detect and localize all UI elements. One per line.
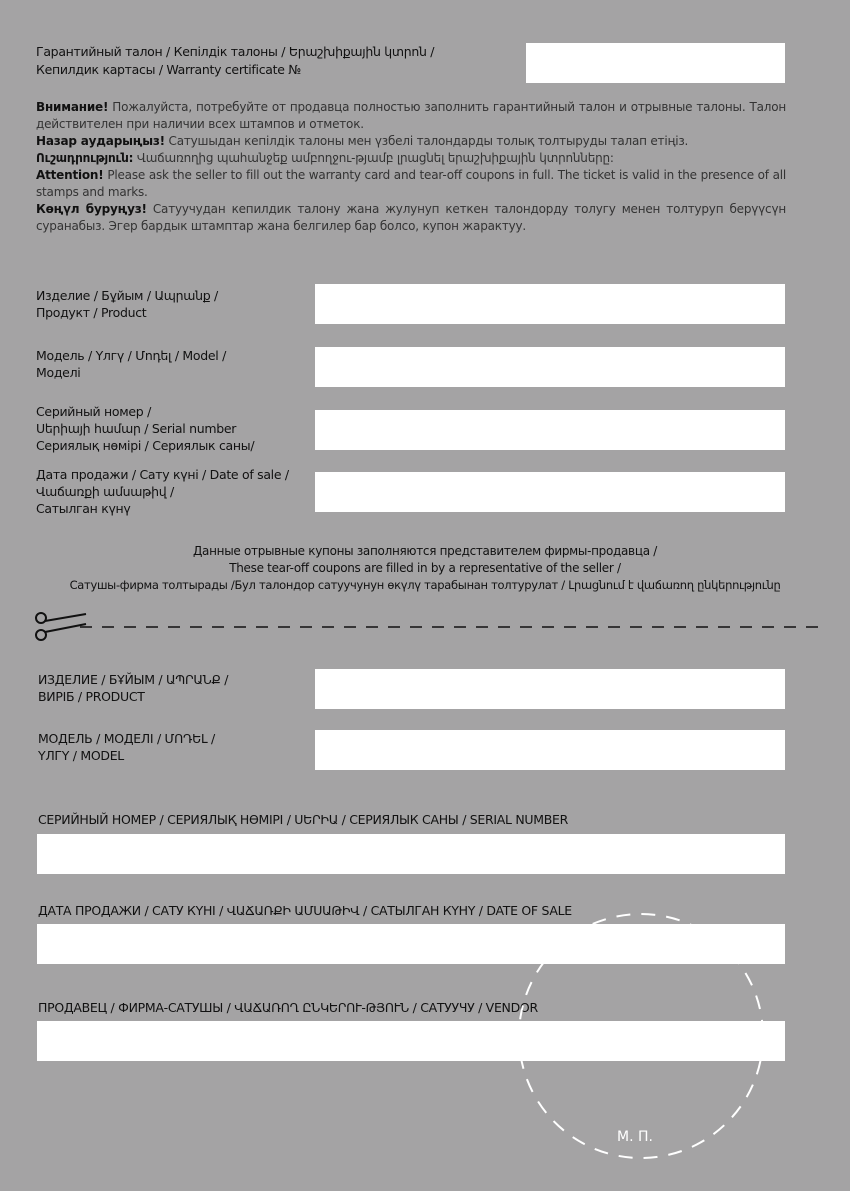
certificate-number-field[interactable]: [526, 43, 785, 83]
scissors-icon: [36, 613, 86, 640]
certificate-title-line2: Кепилдик картасы / Warranty certificate №: [36, 62, 302, 77]
sale-date-field[interactable]: [315, 472, 785, 512]
stamp-circle: [513, 908, 769, 1164]
product-field[interactable]: [315, 284, 785, 324]
certificate-title-line1: Гарантийный талон / Кепілдік талоны / Երաշխիքային կտրոն /: [36, 44, 435, 59]
note-hy: Ուշադրություն: Վաճառողից պահանջեք ամբողջու-թյամբ լրացնել երաշխիքային կտրոնները:: [36, 151, 614, 165]
coupon-serial-field[interactable]: [37, 834, 785, 874]
coupon-model-field[interactable]: [315, 730, 785, 770]
coupon-product-field[interactable]: [315, 669, 785, 709]
coupon-vendor-label: ПРОДАВЕЦ / ФИРМА-САТУШЫ / ՎԱՃԱՌՈՂ ԸՆԿԵՐՈՒ-ԹՅՈՒՆ / САТУУЧУ / VENDOR: [38, 1000, 538, 1015]
coupon-sale-date-label: ДАТА ПРОДАЖИ / САТУ КҮНІ / ՎԱՃԱՌՔԻ ԱՄՍԱԹԻՎ / САТЫЛГАН КҮНҮ / DATE OF SALE: [38, 903, 572, 918]
cut-line: [30, 610, 830, 644]
coupon-serial-label: СЕРИЙНЫЙ НОМЕР / СЕРИЯЛЫҚ НӨМІРІ / ՍԵՐԻԱ / СЕРИЯЛЫК САНЫ / SERIAL NUMBER: [38, 812, 569, 827]
note-ru: Внимание! Пожалуйста, потребуйте от продавца полностью заполнить гарантийный талон и отрывные талоны. Талон действителен при наличии всех штампов и отметок.: [36, 100, 786, 131]
stamp-label: М. П.: [617, 1129, 653, 1145]
serial-label: Серийный номер / Սերիայի համար / Serial number Сериялық нөмірі / Сериялык саны/: [36, 404, 255, 453]
model-label: Модель / Үлгү / Մոդել / Model / Моделі: [36, 348, 227, 380]
product-label: Изделие / Бұйым / Ապրանք / Продукт / Product: [36, 288, 218, 320]
certificate-title: [36, 43, 506, 79]
coupon-note: Данные отрывные купоны заполняются представителем фирмы-продавца / These tear-off coupons are filled in by a representative of the seller / Сатушы-фирма толтырады /Бул талондор сатуучунун өкүлү тарабынан толтурулат / Լրացնում է վաճառող ընկերությունը: [69, 544, 781, 592]
serial-field[interactable]: [315, 410, 785, 450]
model-field[interactable]: [315, 347, 785, 387]
instructions-block: [36, 99, 786, 235]
coupon-product-label: ИЗДЕЛИЕ / БҰЙЫМ / ԱՊՐԱՆՔ / ВИРІБ / PRODUCT: [38, 672, 229, 704]
coupon-model-label: МОДЕЛЬ / МОДЕЛІ / ՄՈԴԵԼ / ҮЛГҮ / MODEL: [38, 731, 215, 763]
note-ky: Көңүл буруңуз! Сатуучудан кепилдик талону жана жулунуп кеткен талондорду толугу менен толтуруп берүүсүн суранабыз. Эгер бардык штамптар жана белгилер бар болсо, купон жарактуу.: [36, 202, 786, 233]
note-en: Attention! Please ask the seller to fill out the warranty card and tear-off coupons in full. The ticket is valid in the presence of all stamps and marks.: [36, 168, 786, 199]
note-kk: Назар аударыңыз! Сатушыдан кепілдік талоны мен үзбелі талондарды толық толтыруды талап етіңіз.: [36, 134, 689, 148]
sale-date-label: Дата продажи / Сату күні / Date of sale / Վաճառքի ամսաթիվ / Сатылган күнү: [36, 467, 289, 516]
